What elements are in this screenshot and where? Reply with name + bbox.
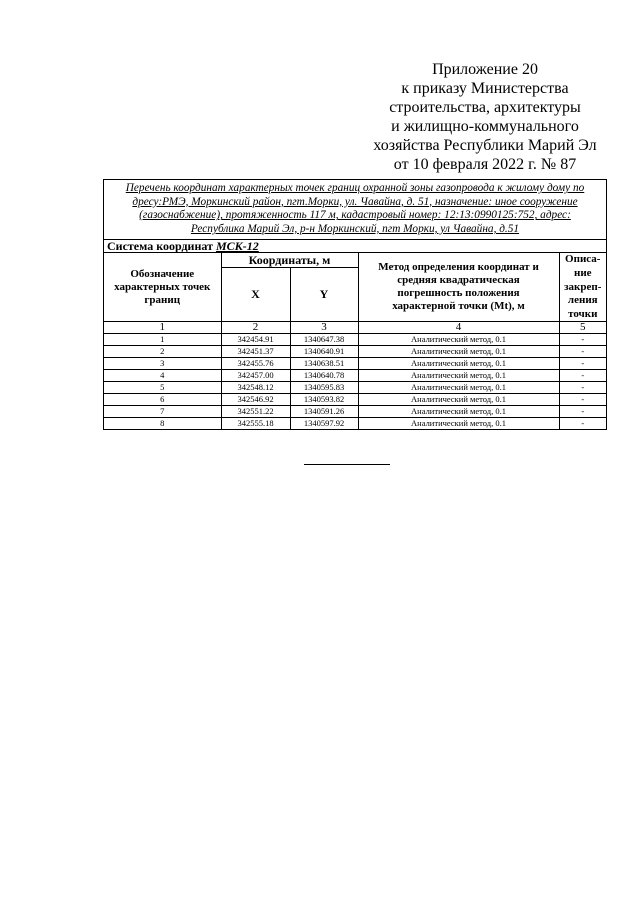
coordinates-frame xyxy=(103,179,607,430)
point-cell: 5 xyxy=(104,382,221,394)
method-cell: Аналитический метод, 0.1 xyxy=(358,334,559,346)
x-cell: 342555.18 xyxy=(221,418,290,430)
table-row xyxy=(104,334,606,346)
point-cell: 8 xyxy=(104,418,221,430)
method-cell: Аналитический метод, 0.1 xyxy=(358,358,559,370)
column-number: 1 xyxy=(104,322,221,334)
table-row xyxy=(104,394,606,406)
description-cell: - xyxy=(559,346,606,358)
appendix-header xyxy=(360,60,610,174)
point-cell: 3 xyxy=(104,358,221,370)
document-title-line: Республика Марий Эл, р-н Моркинский, пгт Морки, ул Чавайна, д.51 xyxy=(190,222,520,235)
document-title-line: дресу:РМЭ, Моркинский район, пгт.Морки, ул. Чавайна, д. 51, назначение: иное сооружение xyxy=(132,195,578,208)
description-cell: - xyxy=(559,406,606,418)
document-title-line: (газоснабжение), протяженность 117 м, кадастровый номер: 12:13:0990125:752, адрес: xyxy=(139,209,571,222)
description-cell: - xyxy=(559,418,606,430)
x-cell: 342455.76 xyxy=(221,358,290,370)
x-cell: 342451.37 xyxy=(221,346,290,358)
end-separator-line xyxy=(304,464,390,465)
table-row xyxy=(104,358,606,370)
appendix-header-line: хозяйства Республики Марий Эл xyxy=(373,137,597,154)
appendix-header-line: Приложение 20 xyxy=(432,61,538,78)
header-description-line: ления xyxy=(567,294,598,307)
column-number-row xyxy=(104,322,606,334)
method-cell: Аналитический метод, 0.1 xyxy=(358,346,559,358)
method-cell: Аналитический метод, 0.1 xyxy=(358,370,559,382)
point-cell: 1 xyxy=(104,334,221,346)
method-cell: Аналитический метод, 0.1 xyxy=(358,418,559,430)
coordinate-system xyxy=(104,240,606,253)
description-cell: - xyxy=(559,370,606,382)
column-number: 3 xyxy=(290,322,358,334)
header-y: Y xyxy=(290,268,358,322)
appendix-header-line: и жилищно-коммунального xyxy=(391,118,579,135)
table-row xyxy=(104,346,606,358)
y-cell: 1340595.83 xyxy=(290,382,358,394)
header-method: Метод определения координат и средняя квадратическая погрешность положения характерной точки (Mt), м xyxy=(358,253,559,322)
coordinate-system-value: МСК-12 xyxy=(215,239,259,254)
appendix-header-line: от 10 февраля 2022 г. № 87 xyxy=(393,156,577,173)
x-cell: 342454.91 xyxy=(221,334,290,346)
point-cell: 6 xyxy=(104,394,221,406)
x-cell: 342546.92 xyxy=(221,394,290,406)
description-cell: - xyxy=(559,382,606,394)
x-cell: 342457.00 xyxy=(221,370,290,382)
y-cell: 1340638.51 xyxy=(290,358,358,370)
column-number: 5 xyxy=(559,322,606,334)
column-number: 4 xyxy=(358,322,559,334)
point-cell: 7 xyxy=(104,406,221,418)
table-row xyxy=(104,382,606,394)
description-cell: - xyxy=(559,358,606,370)
coordinate-system-label: Система координат xyxy=(107,239,213,254)
header-x: X xyxy=(221,268,290,322)
header-coordinates: Координаты, м xyxy=(221,253,358,268)
method-cell: Аналитический метод, 0.1 xyxy=(358,382,559,394)
y-cell: 1340640.78 xyxy=(290,370,358,382)
appendix-header-line: к приказу Министерства xyxy=(401,80,569,97)
header-point-designation: Обозначение характерных точек границ xyxy=(104,253,221,322)
y-cell: 1340640.91 xyxy=(290,346,358,358)
document-title-line: Перечень координат характерных точек границ охранной зоны газопровода к жилому дому по xyxy=(125,182,585,194)
x-cell: 342548.12 xyxy=(221,382,290,394)
table-row xyxy=(104,418,606,430)
header-description-line: точки xyxy=(568,307,598,320)
coordinates-table xyxy=(104,239,606,429)
document-title xyxy=(104,180,606,239)
point-cell: 2 xyxy=(104,346,221,358)
method-cell: Аналитический метод, 0.1 xyxy=(358,406,559,418)
header-description xyxy=(559,253,606,322)
header-description-line: закреп- xyxy=(564,280,602,293)
method-cell: Аналитический метод, 0.1 xyxy=(358,394,559,406)
y-cell: 1340593.82 xyxy=(290,394,358,406)
description-cell: - xyxy=(559,394,606,406)
y-cell: 1340591.26 xyxy=(290,406,358,418)
y-cell: 1340647.38 xyxy=(290,334,358,346)
appendix-header-line: строительства, архитектуры xyxy=(389,99,581,116)
description-cell: - xyxy=(559,334,606,346)
x-cell: 342551.22 xyxy=(221,406,290,418)
column-number: 2 xyxy=(221,322,290,334)
table-row xyxy=(104,370,606,382)
header-description-line: Описа- xyxy=(565,253,601,266)
table-row xyxy=(104,406,606,418)
header-description-line: ние xyxy=(573,266,592,279)
y-cell: 1340597.92 xyxy=(290,418,358,430)
point-cell: 4 xyxy=(104,370,221,382)
